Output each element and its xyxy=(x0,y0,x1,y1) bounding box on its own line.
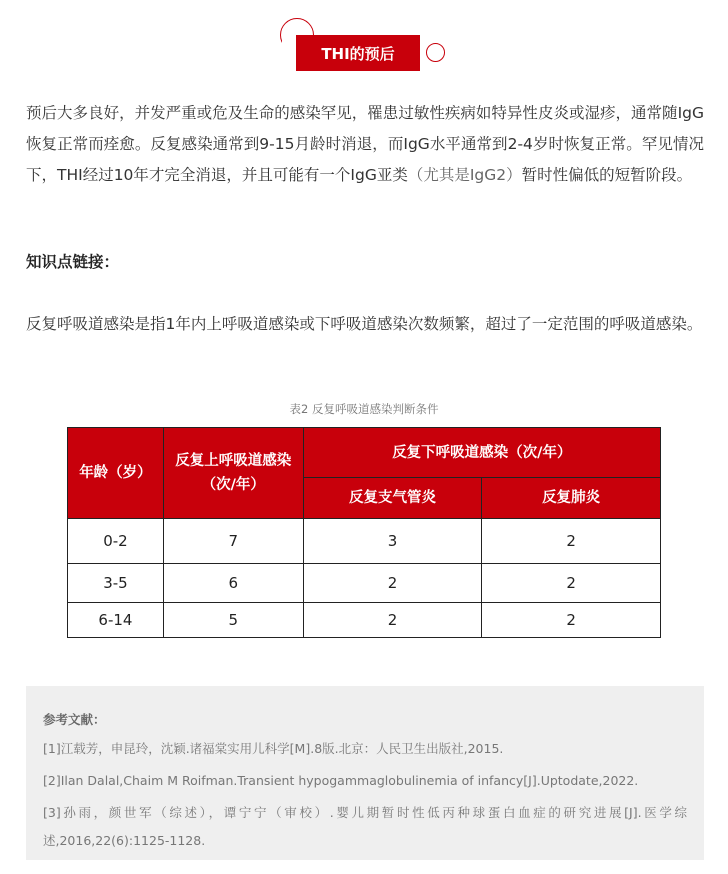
cell-age: 0-2 xyxy=(68,519,164,564)
cell-upper: 6 xyxy=(163,564,303,603)
header-bronchitis: 反复支气管炎 xyxy=(303,478,482,519)
header-lower: 反复下呼吸道感染（次/年） xyxy=(303,428,660,478)
section-title-banner xyxy=(0,0,728,90)
cell-age: 3-5 xyxy=(68,564,164,603)
table-row xyxy=(68,519,661,564)
reference-item: [3]孙雨，颜世军（综述），谭宁宁（审校）.婴儿期暂时性低丙种球蛋白血症的研究进展[J].医学综述,2016,22(6):1125-1128. xyxy=(43,805,687,848)
prognosis-text: 预后大多良好，并发严重或危及生命的感染罕见，罹患过敏性疾病如特异性皮炎或湿疹，通常随IgG恢复正常而痊愈。反复感染通常到9-15月龄时消退，而IgG水平通常到2-4岁时恢复正常。罕见情况下，THI经过10年才完全消退，并且可能有一个IgG亚类 xyxy=(26,104,704,184)
prognosis-tail: 暂时性偏低的短暂阶段。 xyxy=(521,166,693,184)
reference-item: [1]江载芳，申昆玲，沈颖.诸福棠实用儿科学[M].8版.北京：人民卫生出版社,2015. xyxy=(43,741,504,756)
reference-item: [2]Ilan Dalal,Chaim M Roifman.Transient hypogammaglobulinemia of infancy[J].Uptodate,2022. xyxy=(43,773,639,788)
cell-pneumonia: 2 xyxy=(482,519,661,564)
references-title: 参考文献： xyxy=(43,712,106,727)
header-age: 年龄（岁） xyxy=(68,428,164,519)
table-row xyxy=(68,603,661,638)
criteria-table xyxy=(67,427,661,638)
section-title: THI的预后 xyxy=(296,35,420,71)
table-caption: 表2 反复呼吸道感染判断条件 xyxy=(289,402,439,416)
knowledge-heading: 知识点链接： xyxy=(26,253,120,271)
cell-bronchitis: 2 xyxy=(303,564,482,603)
cell-upper: 7 xyxy=(163,519,303,564)
header-pneumonia: 反复肺炎 xyxy=(482,478,661,519)
references-box xyxy=(26,686,704,860)
decorative-ring-icon xyxy=(426,43,445,62)
prognosis-note: （尤其是IgG2） xyxy=(407,166,522,184)
cell-age: 6-14 xyxy=(68,603,164,638)
table-row xyxy=(68,564,661,603)
cell-bronchitis: 3 xyxy=(303,519,482,564)
cell-pneumonia: 2 xyxy=(482,564,661,603)
cell-bronchitis: 2 xyxy=(303,603,482,638)
prognosis-paragraph xyxy=(26,98,704,191)
definition-paragraph: 反复呼吸道感染是指1年内上呼吸道感染或下呼吸道感染次数频繁，超过了一定范围的呼吸道感染。 xyxy=(26,315,703,333)
cell-pneumonia: 2 xyxy=(482,603,661,638)
cell-upper: 5 xyxy=(163,603,303,638)
header-upper: 反复上呼吸道感染（次/年） xyxy=(163,428,303,519)
